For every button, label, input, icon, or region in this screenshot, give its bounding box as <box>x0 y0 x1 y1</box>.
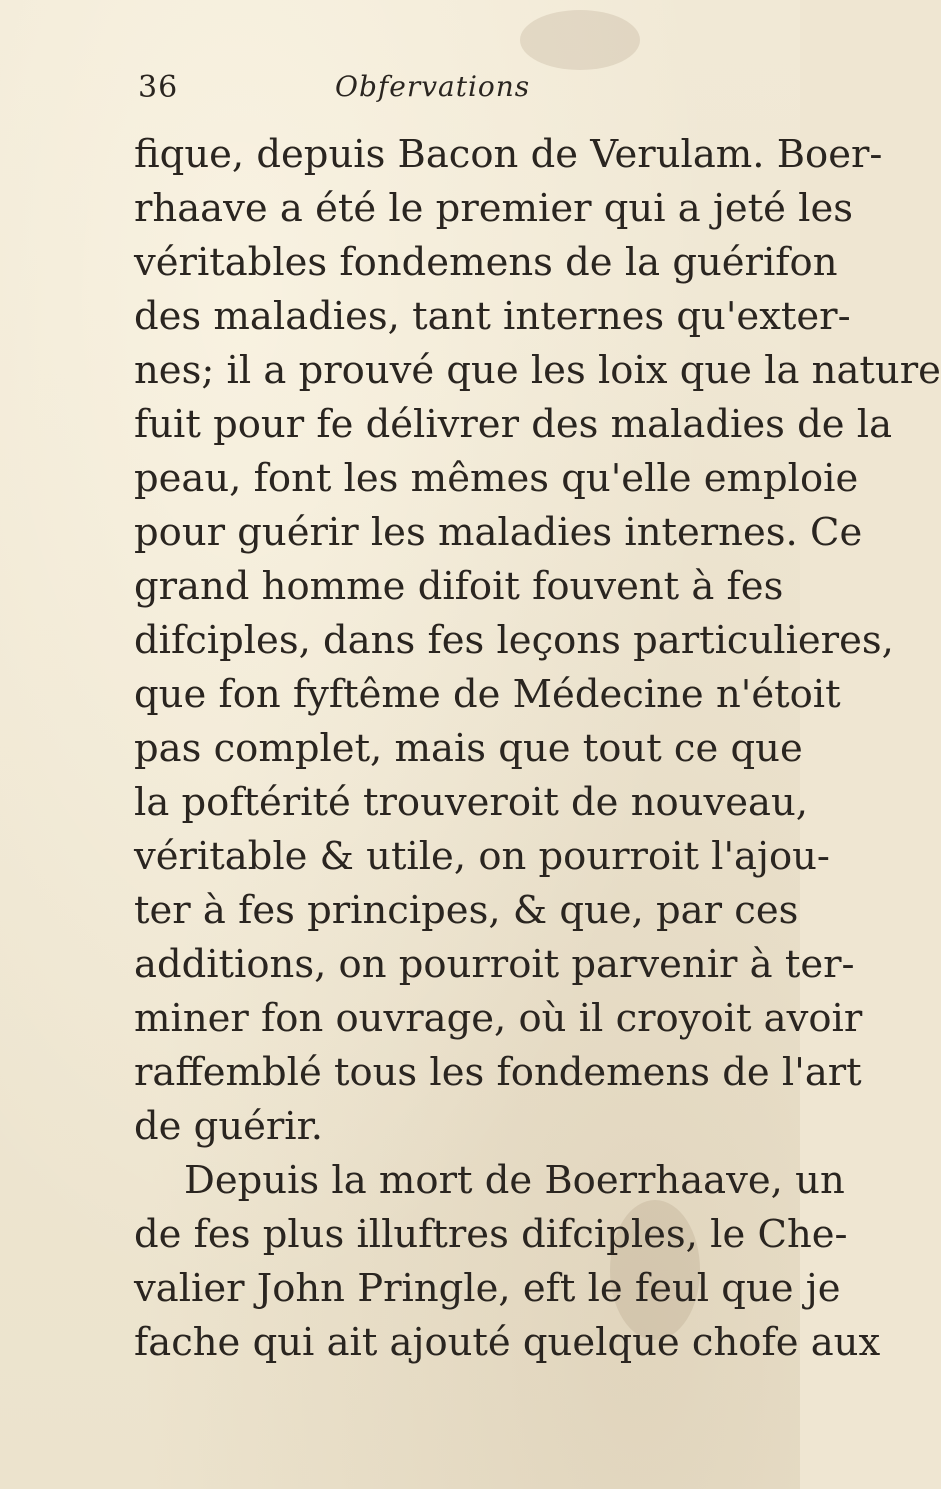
text-line: rhaave a été le premier qui a jeté les <box>134 186 854 231</box>
text-line: la poftérité trouveroit de nouveau, <box>134 780 808 825</box>
page-number: 36 <box>138 70 179 105</box>
text-line: difciples, dans fes leçons particulieres, <box>134 618 894 663</box>
text-line: grand homme difoit fouvent à fes <box>134 564 784 609</box>
text-line: véritable & utile, on pourroit l'ajou- <box>134 834 830 879</box>
text-line: fuit pour fe délivrer des maladies de la <box>134 402 893 447</box>
text-line: que fon fyftême de Médecine n'étoit <box>134 672 841 717</box>
text-line: Depuis la mort de Boerrhaave, un <box>184 1158 845 1203</box>
text-line: valier John Pringle, eft le feul que je <box>134 1266 841 1311</box>
text-line: fique, depuis Bacon de Verulam. Boer- <box>134 132 883 177</box>
paper-stain <box>520 10 640 70</box>
text-line: de guérir. <box>134 1104 324 1149</box>
text-line: additions, on pourroit parvenir à ter- <box>134 942 855 987</box>
text-line: fache qui ait ajouté quelque chofe aux <box>134 1320 881 1365</box>
body-text <box>134 128 941 1370</box>
text-line: peau, font les mêmes qu'elle emploie <box>134 456 859 501</box>
text-line: de fes plus illuftres difciples, le Che- <box>134 1212 848 1257</box>
text-line: véritables fondemens de la guérifon <box>134 240 838 285</box>
text-line: ter à fes principes, & que, par ces <box>134 888 799 933</box>
page-header <box>138 70 698 116</box>
text-line: pour guérir les maladies internes. Ce <box>134 510 863 555</box>
text-line: des maladies, tant internes qu'exter- <box>134 294 851 339</box>
running-title: Obfervations <box>335 70 531 103</box>
text-line: raffemblé tous les fondemens de l'art <box>134 1050 862 1095</box>
text-line: nes; il a prouvé que les loix que la nature <box>134 348 941 393</box>
text-line: miner fon ouvrage, où il croyoit avoir <box>134 996 863 1041</box>
text-line: pas complet, mais que tout ce que <box>134 726 803 771</box>
